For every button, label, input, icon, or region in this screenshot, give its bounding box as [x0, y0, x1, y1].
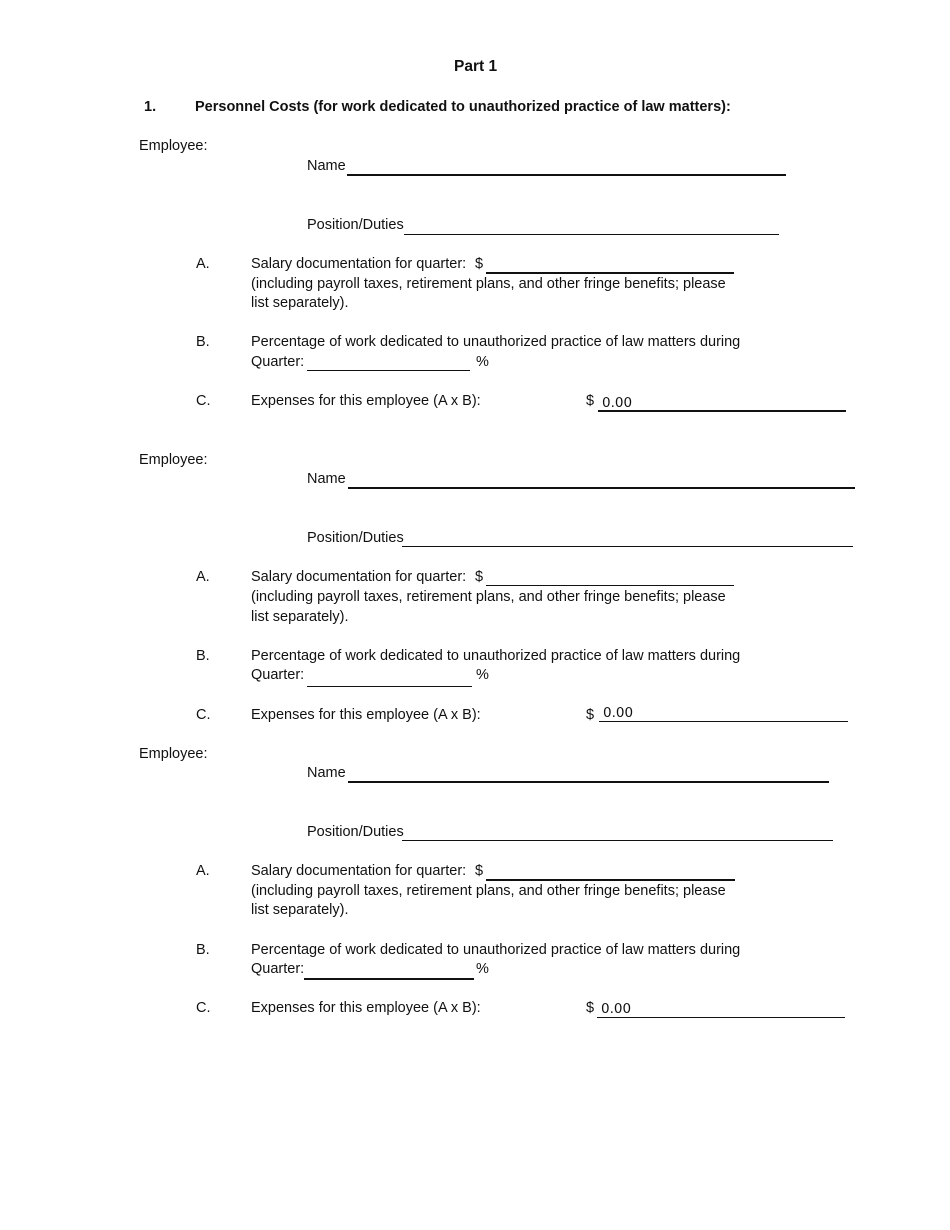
employee-3-expenses-field[interactable]	[597, 1000, 845, 1018]
employee-2-salary-field[interactable]	[486, 568, 734, 586]
percentage-label: Percentage of work dedicated to unauthorized practice of law matters during	[251, 942, 741, 958]
salary-note-line-1: (including payroll taxes, retirement plans, and other fringe benefits; please	[251, 883, 726, 899]
dollar-sign: $	[586, 1000, 595, 1016]
item-c-letter: C.	[196, 393, 211, 409]
employee-2-name-field[interactable]	[348, 471, 855, 489]
employee-3-position-field[interactable]	[402, 823, 833, 841]
percent-sign: %	[476, 354, 489, 370]
dollar-sign: $	[475, 863, 484, 879]
employee-3-salary-field[interactable]	[486, 863, 735, 881]
salary-label: Salary documentation for quarter:	[251, 863, 467, 879]
item-b-letter: B.	[196, 942, 210, 958]
employee-2-percentage-field[interactable]	[307, 669, 472, 687]
name-label: Name	[307, 158, 346, 174]
salary-note-line-1: (including payroll taxes, retirement plans, and other fringe benefits; please	[251, 589, 726, 605]
item-c-letter: C.	[196, 707, 211, 723]
dollar-sign: $	[586, 707, 595, 723]
item-a-letter: A.	[196, 256, 210, 272]
employee-2-position-field[interactable]	[402, 529, 853, 547]
employee-3-name-field[interactable]	[348, 765, 829, 783]
section-title: Personnel Costs (for work dedicated to unauthorized practice of law matters):	[195, 99, 731, 115]
salary-note-line-1: (including payroll taxes, retirement plans, and other fringe benefits; please	[251, 276, 726, 292]
employee-label: Employee:	[139, 746, 208, 762]
part-title: Part 1	[454, 58, 498, 75]
employee-2-expenses-value: 0.00	[603, 705, 634, 721]
employee-label: Employee:	[139, 452, 208, 468]
expenses-label: Expenses for this employee (A x B):	[251, 393, 481, 409]
item-b-letter: B.	[196, 334, 210, 350]
employee-1-expenses-field[interactable]	[598, 394, 846, 412]
employee-3-expenses-value: 0.00	[601, 1001, 632, 1017]
quarter-label: Quarter:	[251, 667, 305, 683]
position-label: Position/Duties	[307, 530, 404, 546]
position-label: Position/Duties	[307, 217, 404, 233]
salary-label: Salary documentation for quarter:	[251, 569, 467, 585]
item-b-letter: B.	[196, 648, 210, 664]
item-a-letter: A.	[196, 863, 210, 879]
percentage-label: Percentage of work dedicated to unauthorized practice of law matters during	[251, 648, 741, 664]
percent-sign: %	[476, 961, 489, 977]
name-label: Name	[307, 765, 346, 781]
percentage-label: Percentage of work dedicated to unauthorized practice of law matters during	[251, 334, 741, 350]
percent-sign: %	[476, 667, 489, 683]
employee-1-name-field[interactable]	[347, 158, 786, 176]
expenses-label: Expenses for this employee (A x B):	[251, 707, 481, 723]
name-label: Name	[307, 471, 346, 487]
dollar-sign: $	[586, 393, 595, 409]
item-c-letter: C.	[196, 1000, 211, 1016]
quarter-label: Quarter:	[251, 961, 305, 977]
position-label: Position/Duties	[307, 824, 404, 840]
quarter-label: Quarter:	[251, 354, 305, 370]
salary-note-line-2: list separately).	[251, 295, 349, 311]
employee-3-percentage-field[interactable]	[304, 962, 474, 980]
salary-note-line-2: list separately).	[251, 902, 349, 918]
expenses-label: Expenses for this employee (A x B):	[251, 1000, 481, 1016]
salary-label: Salary documentation for quarter:	[251, 256, 467, 272]
item-a-letter: A.	[196, 569, 210, 585]
dollar-sign: $	[475, 256, 484, 272]
employee-1-salary-field[interactable]	[486, 256, 734, 274]
salary-note-line-2: list separately).	[251, 609, 349, 625]
employee-label: Employee:	[139, 138, 208, 154]
employee-2-expenses-field[interactable]	[599, 704, 848, 722]
employee-1-expenses-value: 0.00	[602, 395, 633, 411]
dollar-sign: $	[475, 569, 484, 585]
employee-1-percentage-field[interactable]	[307, 353, 470, 371]
section-number: 1.	[144, 99, 157, 115]
employee-1-position-field[interactable]	[404, 217, 779, 235]
